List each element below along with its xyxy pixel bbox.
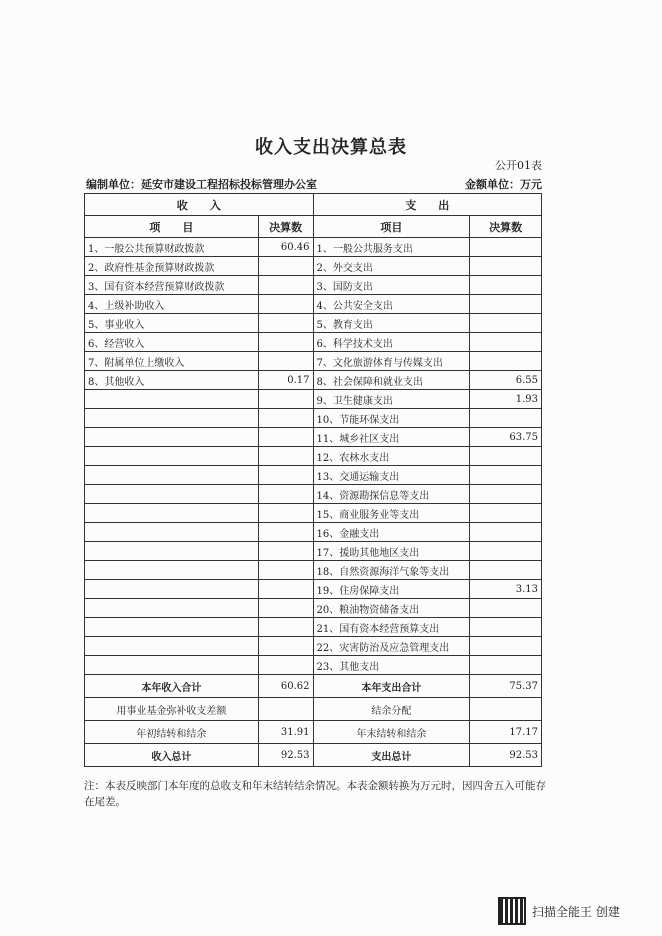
table-row: [85, 371, 542, 390]
income-item: 本年收入合计: [85, 675, 259, 698]
table-row: [85, 504, 542, 523]
income-amount: 60.62: [258, 675, 313, 698]
table-row: [85, 238, 542, 257]
table-row: [85, 390, 542, 409]
income-amount: [258, 485, 313, 504]
expense-amount: [470, 409, 542, 428]
income-amount: [258, 580, 313, 599]
income-amount: [258, 504, 313, 523]
income-item: [85, 466, 259, 485]
income-item: 8、其他收入: [85, 371, 259, 390]
income-expense-table: [84, 193, 542, 767]
expense-item: 20、粮油物资储备支出: [313, 599, 470, 618]
table-row: [85, 580, 542, 599]
table-row: [85, 656, 542, 675]
table-row: [85, 675, 542, 698]
table-row: [85, 721, 542, 744]
expense-item: 7、文化旅游体育与传媒支出: [313, 352, 470, 371]
table-row: [85, 409, 542, 428]
income-item: [85, 485, 259, 504]
column-header-row: [85, 216, 542, 238]
income-item: [85, 637, 259, 656]
table-row: [85, 698, 542, 721]
expense-amount: [470, 447, 542, 466]
expense-amount: [470, 561, 542, 580]
expense-item: 21、国有资本经营预算支出: [313, 618, 470, 637]
expense-item: 17、援助其他地区支出: [313, 542, 470, 561]
expense-item: 8、社会保障和就业支出: [313, 371, 470, 390]
income-header: 收 入: [85, 194, 314, 216]
income-amount: 0.17: [258, 371, 313, 390]
income-item: 用事业基金弥补收支差额: [85, 698, 259, 721]
expense-item: 1、一般公共服务支出: [313, 238, 470, 257]
watermark-text: 扫描全能王 创建: [532, 904, 620, 919]
expense-amount: 92.53: [470, 744, 542, 767]
table-row: [85, 744, 542, 767]
income-amount: [258, 276, 313, 295]
expense-item: 年末结转和结余: [313, 721, 470, 744]
footnote: 注：本表反映部门本年度的总收支和年末结转结余情况。本表金额转换为万元时，因四舍五入可能存在尾差。: [84, 780, 546, 808]
expense-item: 13、交通运输支出: [313, 466, 470, 485]
table-row: [85, 523, 542, 542]
expense-item: 支出总计: [313, 744, 470, 767]
income-item-header: 项 目: [85, 216, 259, 238]
expense-amount: [470, 523, 542, 542]
expense-item: 本年支出合计: [313, 675, 470, 698]
expense-amount: [470, 314, 542, 333]
table-row: [85, 599, 542, 618]
income-amount: [258, 637, 313, 656]
income-amount: [258, 314, 313, 333]
table-row: [85, 276, 542, 295]
expense-amount: [470, 637, 542, 656]
expense-amount-header: 决算数: [470, 216, 542, 238]
expense-amount: [470, 599, 542, 618]
income-amount: [258, 333, 313, 352]
income-item: [85, 428, 259, 447]
income-item: [85, 523, 259, 542]
expense-amount: [470, 485, 542, 504]
income-amount: [258, 447, 313, 466]
table-row: [85, 542, 542, 561]
page-title: 收入支出决算总表: [255, 137, 407, 158]
income-item: [85, 561, 259, 580]
expense-item: 18、自然资源海洋气象等支出: [313, 561, 470, 580]
table-row: [85, 637, 542, 656]
expense-amount: [470, 466, 542, 485]
income-amount: [258, 618, 313, 637]
expense-amount: 63.75: [470, 428, 542, 447]
table-row: [85, 257, 542, 276]
expense-item: 12、农林水支出: [313, 447, 470, 466]
money-unit: 金额单位：万元: [465, 178, 542, 191]
expense-amount: [470, 542, 542, 561]
income-item: 6、经营收入: [85, 333, 259, 352]
expense-item: 14、资源勘探信息等支出: [313, 485, 470, 504]
expense-amount: [470, 276, 542, 295]
expense-amount: 3.13: [470, 580, 542, 599]
form-number: 公开01表: [495, 159, 542, 172]
income-item: 1、一般公共预算财政拨款: [85, 238, 259, 257]
expense-item: 15、商业服务业等支出: [313, 504, 470, 523]
expense-item: 6、科学技术支出: [313, 333, 470, 352]
expense-item: 11、城乡社区支出: [313, 428, 470, 447]
income-amount: [258, 561, 313, 580]
expense-amount: [470, 618, 542, 637]
income-amount: [258, 523, 313, 542]
income-amount: 31.91: [258, 721, 313, 744]
expense-amount: [470, 238, 542, 257]
income-amount: 60.46: [258, 238, 313, 257]
income-item: 3、国有资本经营预算财政拨款: [85, 276, 259, 295]
expense-item: 3、国防支出: [313, 276, 470, 295]
expense-item: 9、卫生健康支出: [313, 390, 470, 409]
income-item: [85, 542, 259, 561]
income-item: 7、附属单位上缴收入: [85, 352, 259, 371]
income-item: [85, 656, 259, 675]
income-item: [85, 409, 259, 428]
income-amount: 92.53: [258, 744, 313, 767]
income-item: [85, 504, 259, 523]
expense-item: 10、节能环保支出: [313, 409, 470, 428]
income-item: [85, 390, 259, 409]
table-row: [85, 295, 542, 314]
income-amount: [258, 428, 313, 447]
table-row: [85, 428, 542, 447]
compiling-unit: 编制单位：延安市建设工程招标投标管理办公室: [86, 178, 317, 191]
income-amount: [258, 295, 313, 314]
income-amount: [258, 542, 313, 561]
expense-item: 结余分配: [313, 698, 470, 721]
expense-amount: [470, 333, 542, 352]
income-amount: [258, 466, 313, 485]
table-row: [85, 561, 542, 580]
table-row: [85, 314, 542, 333]
qr-code-icon: [498, 897, 526, 925]
section-header-row: [85, 194, 542, 216]
income-amount-header: 决算数: [258, 216, 313, 238]
income-amount: [258, 599, 313, 618]
table-row: [85, 466, 542, 485]
income-amount: [258, 352, 313, 371]
expense-item: 5、教育支出: [313, 314, 470, 333]
expense-amount: [470, 295, 542, 314]
table-row: [85, 352, 542, 371]
income-item: 收入总计: [85, 744, 259, 767]
expense-amount: 6.55: [470, 371, 542, 390]
expense-item: 23、其他支出: [313, 656, 470, 675]
expense-header: 支 出: [313, 194, 542, 216]
expense-amount: [470, 656, 542, 675]
income-amount: [258, 656, 313, 675]
income-item: [85, 618, 259, 637]
expense-amount: [470, 698, 542, 721]
expense-amount: [470, 257, 542, 276]
table-row: [85, 485, 542, 504]
expense-item-header: 项目: [313, 216, 470, 238]
income-amount: [258, 257, 313, 276]
expense-item: 4、公共安全支出: [313, 295, 470, 314]
income-amount: [258, 409, 313, 428]
income-item: [85, 447, 259, 466]
expense-amount: 75.37: [470, 675, 542, 698]
income-item: [85, 580, 259, 599]
income-item: 4、上级补助收入: [85, 295, 259, 314]
income-item: 2、政府性基金预算财政拨款: [85, 257, 259, 276]
table-row: [85, 447, 542, 466]
scanner-watermark: [498, 897, 620, 925]
income-amount: [258, 698, 313, 721]
expense-item: 22、灾害防治及应急管理支出: [313, 637, 470, 656]
income-item: 年初结转和结余: [85, 721, 259, 744]
expense-item: 16、金融支出: [313, 523, 470, 542]
expense-amount: [470, 504, 542, 523]
expense-item: 2、外交支出: [313, 257, 470, 276]
expense-amount: 17.17: [470, 721, 542, 744]
expense-item: 19、住房保障支出: [313, 580, 470, 599]
income-item: [85, 599, 259, 618]
table-row: [85, 618, 542, 637]
income-amount: [258, 390, 313, 409]
expense-amount: 1.93: [470, 390, 542, 409]
expense-amount: [470, 352, 542, 371]
income-item: 5、事业收入: [85, 314, 259, 333]
table-row: [85, 333, 542, 352]
